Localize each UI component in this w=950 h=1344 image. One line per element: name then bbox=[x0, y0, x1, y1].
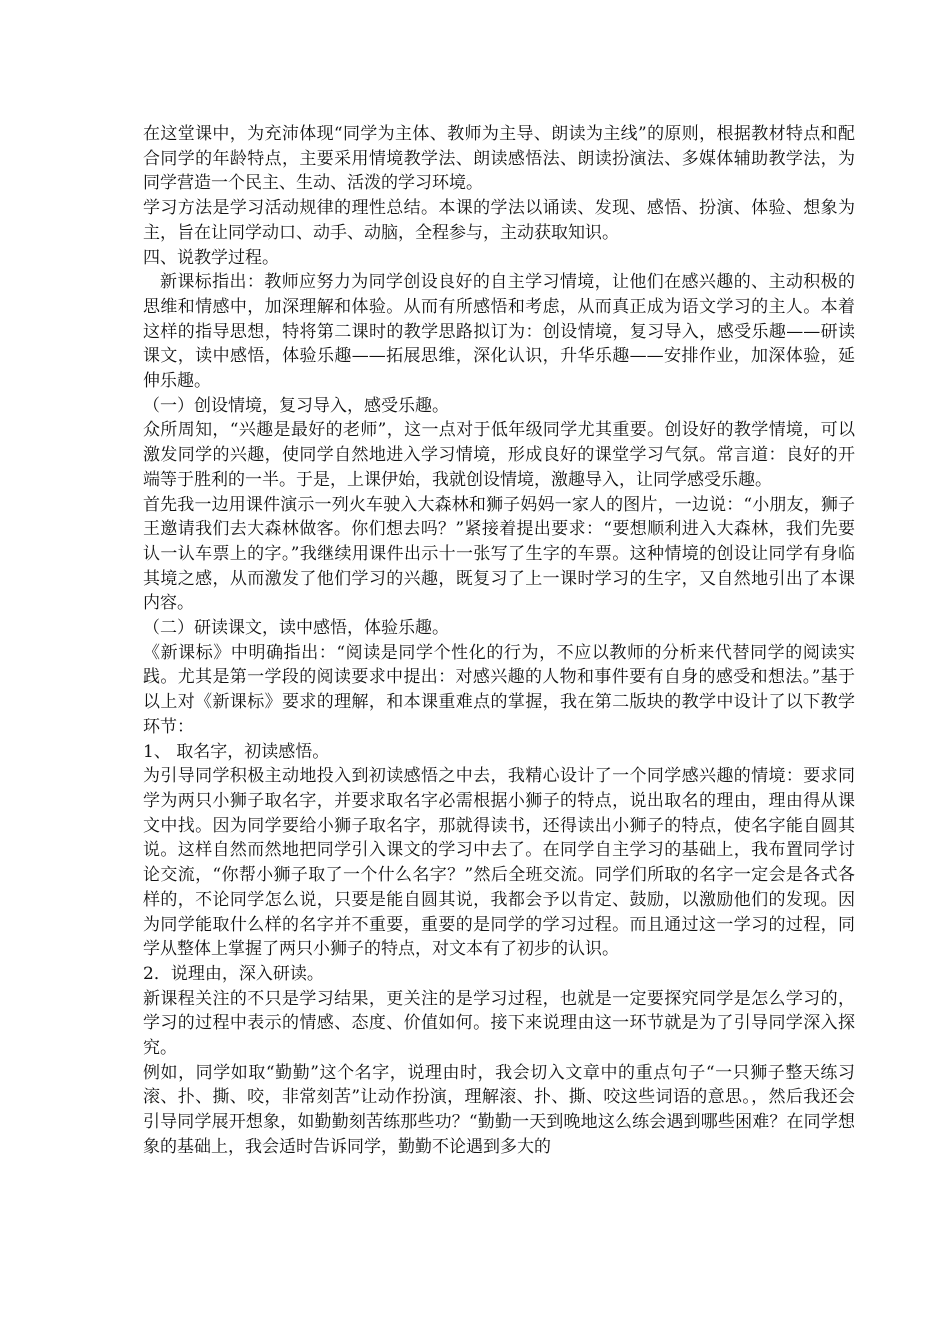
subheading-study-text: （二）研读课文，读中感悟，体验乐趣。 bbox=[143, 618, 449, 639]
paragraph-interest: 众所周知，“兴趣是最好的老师”，这一点对于低年级同学尤其重要。创设好的教学情境，可以激发同学的兴趣，使同学自然地进入学习情境，形成良好的课堂学习气氛。常言道：良好的开端等于胜利的一半。于是，上课伊始，我就创设情境，激趣导入，让同学感受乐趣。 bbox=[143, 420, 855, 490]
section-heading-teaching-process: 四、说教学过程。 bbox=[143, 247, 279, 268]
step-heading-naming: 1、 取名字，初读感悟。 bbox=[143, 741, 330, 762]
paragraph-learning-process: 新课程关注的不只是学习结果，更关注的是学习过程，也就是一定要探究同学是怎么学习的，学习的过程中表示的情感、态度、价值如何。接下来说理由这一环节就是为了引导同学深入探究。 bbox=[143, 988, 855, 1059]
paragraph-curriculum-standard: 新课标指出：教师应努力为同学创设良好的自主学习情境，让他们在感兴趣的、主动积极的思维和情感中，加深理解和体验。从而有所感悟和考虑，从而真正成为语文学习的主人。本着这样的指导思想，特将第二课时的教学思路拟订为：创设情境，复习导入，感受乐趣——研读课文，读中感悟，体验乐趣——拓展思维，深化认识，升华乐趣——安排作业，加深体验，延伸乐趣。 bbox=[143, 272, 855, 392]
paragraph-example-qinqin: 例如，同学如取“勤勤”这个名字，说理由时，我会切入文章中的重点句子“一只狮子整天练习滚、扑、撕、咬，非常刻苦”让动作扮演，理解滚、扑、撕、咬这些词语的意思。，然后我还会引导同学展开想象，如勤勤刻苦练那些功？“勤勤一天到晚地这么练会遇到哪些困难？在同学想象的基础上，我会适时告诉同学，勤勤不论遇到多大的 bbox=[143, 1062, 855, 1157]
document-body bbox=[143, 122, 855, 1160]
paragraph-new-standard: 《新课标》中明确指出：“阅读是同学个性化的行为，不应以教师的分析来代替同学的阅读实践。尤其是第一学段的阅读要求中提出：对感兴趣的人物和事件要有自身的感受和想法。”基于以上对《新课标》要求的理解，和本课重难点的掌握，我在第二版块的教学中设计了以下教学环节： bbox=[143, 642, 855, 737]
step-heading-reasoning: 2．说理由，深入研读。 bbox=[143, 963, 324, 984]
paragraph-courseware-train: 首先我一边用课件演示一列火车驶入大森林和狮子妈妈一家人的图片，一边说：“小朋友，狮子王邀请我们去大森林做客。你们想去吗？”紧接着提出要求：“要想顺利进入大森林，我们先要认一认车票上的字。”我继续用课件出示十一张写了生字的车票。这种情境的创设让同学有身临其境之感，从而激发了他们学习的兴趣，既复习了上一课时学习的生字，又自然地引出了本课内容。 bbox=[143, 494, 855, 614]
paragraph-learning-methods: 学习方法是学习活动规律的理性总结。本课的学法以诵读、发现、感悟、扮演、体验、想象为主，旨在让同学动口、动手、动脑，全程参与，主动获取知识。 bbox=[143, 198, 855, 243]
subheading-create-situation: （一）创设情境，复习导入，感受乐趣。 bbox=[143, 395, 449, 416]
paragraph-teaching-methods: 在这堂课中，为充沛体现“同学为主体、教师为主导、朗读为主线”的原则，根据教材特点和配合同学的年龄特点，主要采用情境教学法、朗读感悟法、朗读扮演法、多媒体辅助教学法，为同学营造一个民主、生动、活泼的学习环境。 bbox=[143, 124, 855, 194]
paragraph-naming-activity: 为引导同学积极主动地投入到初读感悟之中去，我精心设计了一个同学感兴趣的情境：要求同学为两只小狮子取名字，并要求取名字必需根据小狮子的特点，说出取名的理由，理由得从课文中找。因为同学要给小狮子取名字，那就得读书，还得读出小狮子的特点，使名字能自圆其说。这样自然而然地把同学引入课文的学习中去了。在同学自主学习的基础上，我布置同学讨论交流，“你帮小狮子取了一个什么名字？”然后全班交流。同学们所取的名字一定会是各式各样的，不论同学怎么说，只要是能自圆其说，我都会予以肯定、鼓励，以激励他们的发现。因为同学能取什么样的名字并不重要，重要的是同学的学习过程。而且通过这一学习的过程，同学从整体上掌握了两只小狮子的特点，对文本有了初步的认识。 bbox=[143, 766, 855, 960]
